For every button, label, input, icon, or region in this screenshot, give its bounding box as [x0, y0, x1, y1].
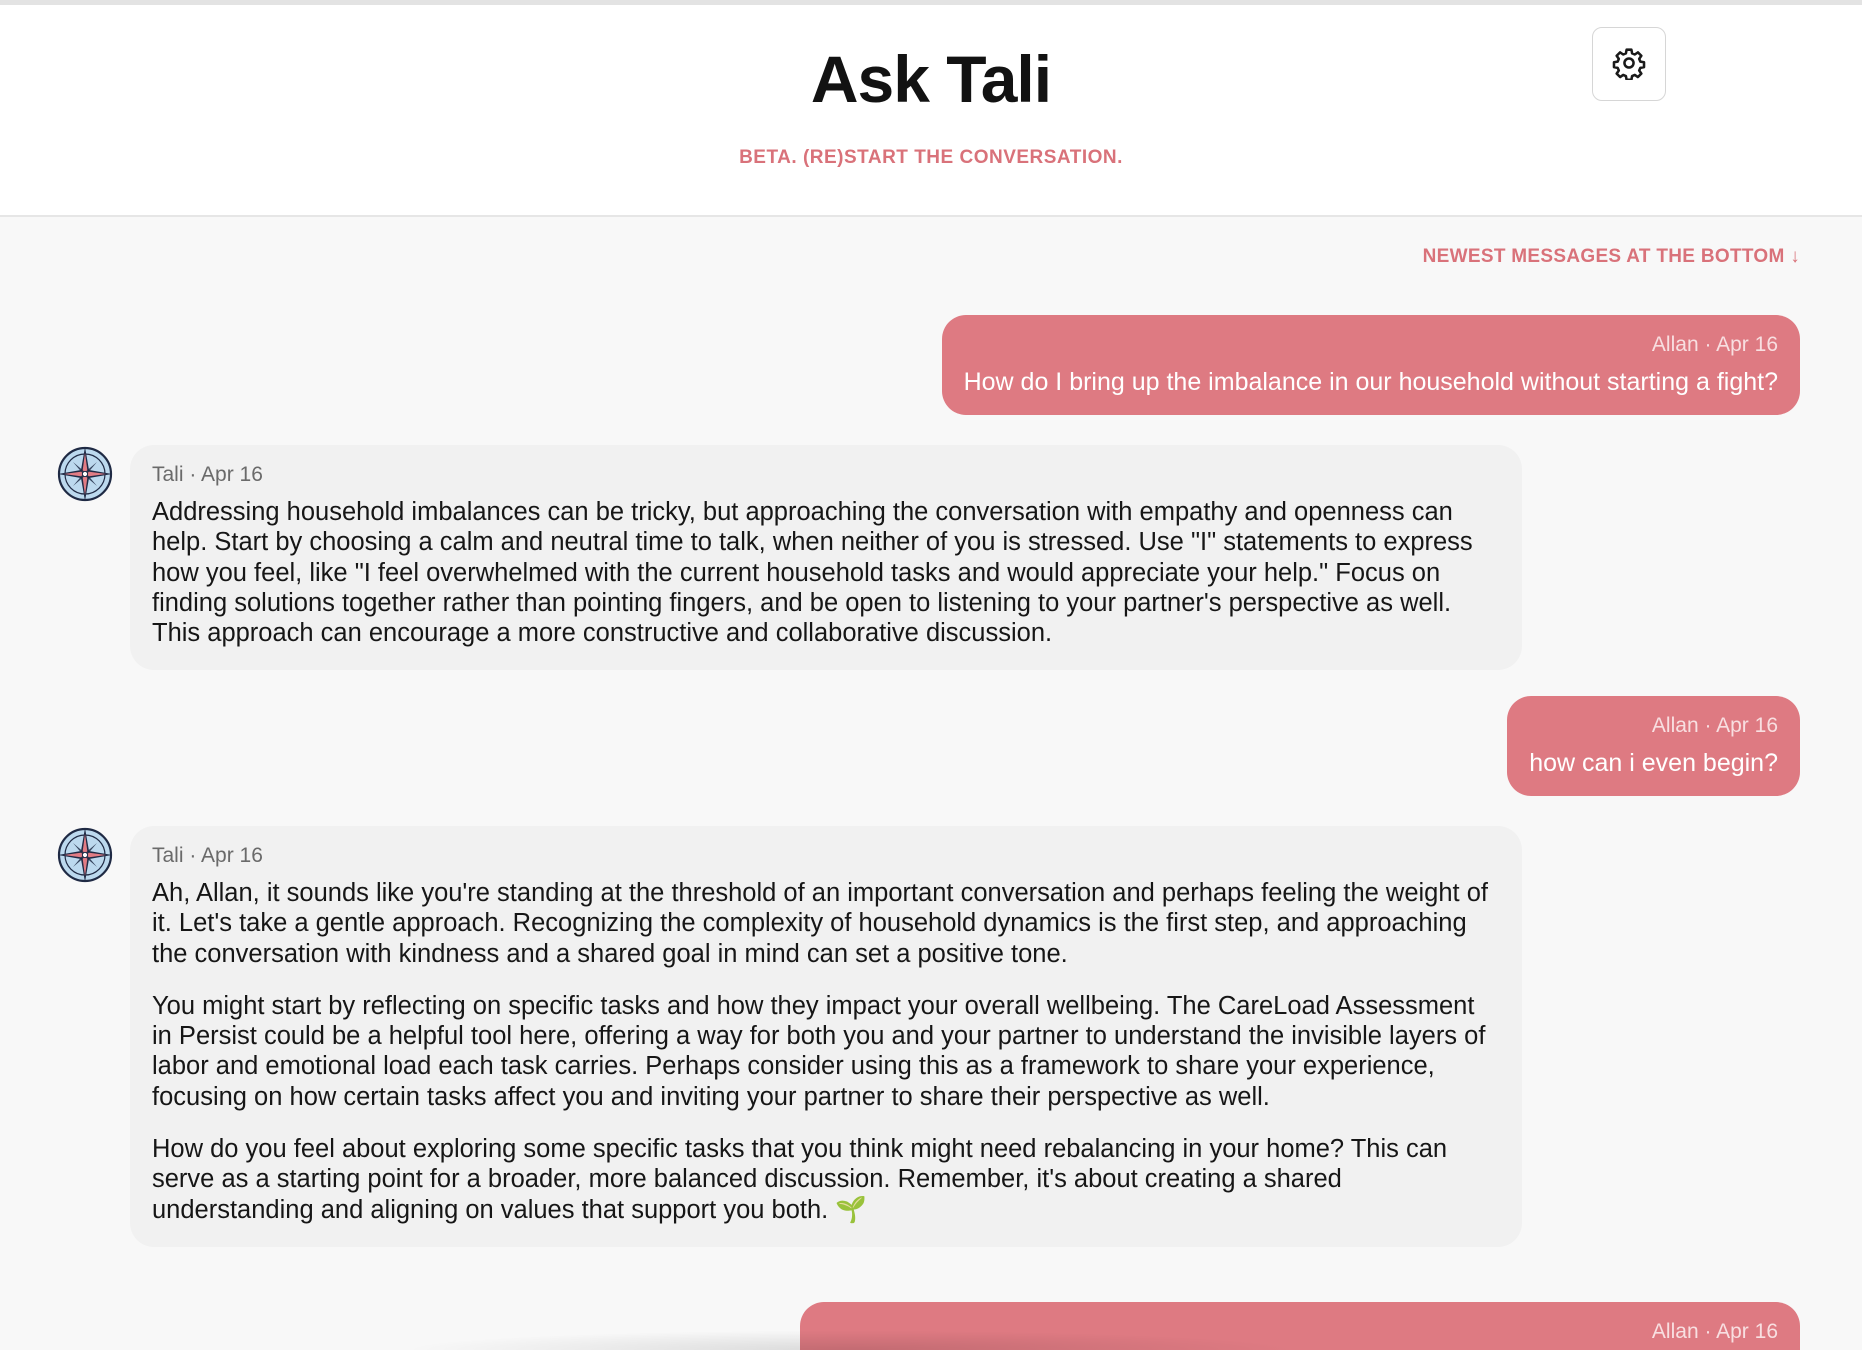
settings-button[interactable]	[1592, 27, 1666, 101]
message-meta: Tali · Apr 16	[152, 844, 263, 867]
message-paragraph: How do you feel about exploring some specific tasks that you think might need rebalancing in your home? This can serve as a starting point for a broader, more balanced discussion. Remember, it's about creating a shared understanding and aligning on values that support you both. 🌱	[152, 1135, 1448, 1224]
message-paragraph: Ah, Allan, it sounds like you're standing at the threshold of an important conversation and perhaps feeling the weight of it. Let's take a gentle approach. Recognizing the complexity of household dynamics is the first step, and approaching the conversation with kindness and a shared goal in mind can set a positive tone.	[152, 879, 1488, 968]
scroll-shadow	[400, 1330, 1300, 1350]
compass-rose-icon	[56, 445, 114, 503]
message-meta: Allan · Apr 16	[1651, 1320, 1778, 1343]
message-order-hint: NEWEST MESSAGES AT THE BOTTOM ↓	[1422, 246, 1800, 267]
message-text: how can i even begin?	[1529, 749, 1778, 777]
message-meta: Tali · Apr 16	[152, 463, 263, 486]
assistant-bubble	[130, 826, 1522, 1247]
message-paragraph: Addressing household imbalances can be tricky, but approaching the conversation with empathy and openness can help. Start by choosing a calm and neutral time to talk, when neither of you is stressed. Use "I" statements to express how you feel, like "I feel overwhelmed with the current household tasks and would appreciate your help." Focus on finding solutions together rather than pointing fingers, and be open to listening to your partner's perspective as well. This approach can encourage a more constructive and collaborative discussion.	[152, 498, 1473, 648]
message-meta: Allan · Apr 16	[1651, 333, 1778, 356]
header	[0, 5, 1862, 217]
user-message	[1507, 696, 1800, 796]
assistant-bubble	[130, 445, 1522, 670]
gear-icon	[1612, 46, 1646, 83]
user-message	[942, 315, 1800, 415]
restart-conversation-link[interactable]: BETA. (RE)START THE CONVERSATION.	[739, 147, 1123, 168]
compass-rose-icon	[56, 826, 114, 884]
page-title: Ask Tali	[810, 42, 1052, 116]
message-meta: Allan · Apr 16	[1651, 714, 1778, 737]
message-text: How do I bring up the imbalance in our household without starting a fight?	[963, 368, 1778, 396]
message-paragraph: You might start by reflecting on specific tasks and how they impact your overall wellbeing. The CareLoad Assessment in Persist could be a helpful tool here, offering a way for both you and your partner to understand the invisible layers of labor and emotional load each task carries. Perhaps consider using this as a framework to share your experience, focusing on how certain tasks affect you and inviting your partner to share their perspective as well.	[152, 991, 1486, 1111]
